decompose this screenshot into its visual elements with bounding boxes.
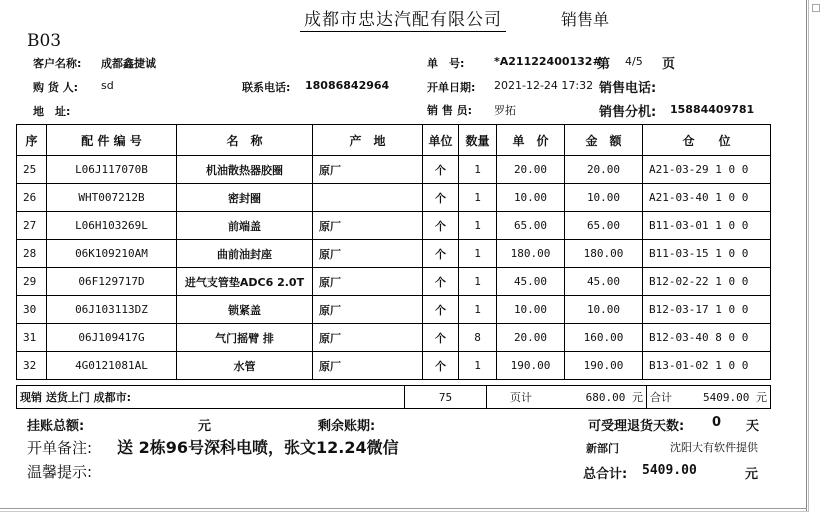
page-total-value: 680.00 元 (585, 391, 643, 404)
cell-unit: 个 (423, 212, 459, 240)
date-label: 开单日期: (427, 81, 476, 94)
cell-origin: 原厂 (313, 352, 423, 380)
cell-seq: 32 (17, 352, 47, 380)
return-days-value: 0 (712, 415, 722, 430)
return-days-unit: 天 (746, 419, 760, 434)
cell-location: B11-03-01 1 0 0 (643, 212, 771, 240)
table-row (17, 324, 771, 352)
cell-name: 曲前油封座 (177, 240, 313, 268)
order-no-value: *A21122400132# (494, 55, 602, 68)
credit-unit: 元 (198, 419, 212, 434)
total-qty: 75 (405, 386, 487, 409)
cell-part-code: 4G0121081AL (47, 352, 177, 380)
sum-label: 合计 (650, 391, 672, 404)
company-title: 成都市忠达汽配有限公司 (300, 5, 506, 32)
header-part-code: 配 件 编 号 (47, 125, 177, 156)
cell-qty: 1 (459, 268, 497, 296)
cell-part-code: L06J117070B (47, 156, 177, 184)
table-row (17, 240, 771, 268)
cell-qty: 1 (459, 240, 497, 268)
cell-seq: 25 (17, 156, 47, 184)
cell-seq: 30 (17, 296, 47, 324)
frame-edge (0, 511, 809, 512)
grand-total-label: 总合计: (583, 467, 628, 482)
frame-edge (0, 508, 807, 509)
cell-origin: 原厂 (313, 296, 423, 324)
phone-value: 18086842964 (305, 79, 390, 92)
cell-name: 气门摇臂 排 (177, 324, 313, 352)
cell-seq: 27 (17, 212, 47, 240)
cell-unit: 个 (423, 352, 459, 380)
cell-unit: 个 (423, 156, 459, 184)
table-row (17, 296, 771, 324)
cell-name: 前端盖 (177, 212, 313, 240)
cell-qty: 8 (459, 324, 497, 352)
frame-edge (808, 0, 809, 512)
cell-unit: 个 (423, 268, 459, 296)
cell-location: B12-03-17 1 0 0 (643, 296, 771, 324)
page-prefix: 第 (597, 57, 611, 72)
cell-price: 190.00 (497, 352, 565, 380)
buyer-value: sd (101, 79, 114, 92)
remark-label: 开单备注: (27, 439, 93, 457)
buyer-label: 购 货 人: (33, 81, 79, 94)
cell-unit: 个 (423, 240, 459, 268)
cell-amount: 10.00 (565, 296, 643, 324)
grand-total-value: 5409.00 (642, 463, 697, 478)
cell-location: B11-03-15 1 0 0 (643, 240, 771, 268)
cell-amount: 10.00 (565, 184, 643, 212)
header-name: 名 称 (177, 125, 313, 156)
header-price: 单 价 (497, 125, 565, 156)
cell-name: 锁紧盖 (177, 296, 313, 324)
cell-price: 20.00 (497, 324, 565, 352)
cell-origin: 原厂 (313, 324, 423, 352)
cell-amount: 20.00 (565, 156, 643, 184)
items-table (16, 124, 771, 380)
cell-seq: 26 (17, 184, 47, 212)
cell-qty: 1 (459, 156, 497, 184)
cell-location: B13-01-02 1 0 0 (643, 352, 771, 380)
page-number: 4/5 (625, 55, 643, 68)
cell-part-code: 06F129717D (47, 268, 177, 296)
cell-price: 180.00 (497, 240, 565, 268)
cell-name: 密封圈 (177, 184, 313, 212)
cell-origin: 原厂 (313, 156, 423, 184)
cell-amount: 45.00 (565, 268, 643, 296)
cell-seq: 28 (17, 240, 47, 268)
cell-price: 10.00 (497, 296, 565, 324)
cell-qty: 1 (459, 296, 497, 324)
cell-part-code: WHT007212B (47, 184, 177, 212)
order-no-label: 单 号: (427, 57, 465, 70)
table-row (17, 268, 771, 296)
salesman-label: 销 售 员: (427, 104, 473, 117)
cell-unit: 个 (423, 324, 459, 352)
cell-unit: 个 (423, 184, 459, 212)
resize-handle[interactable] (812, 4, 820, 12)
cell-amount: 180.00 (565, 240, 643, 268)
cell-part-code: 06J109417G (47, 324, 177, 352)
new-dept-label: 新部门 (586, 442, 619, 455)
cell-name: 进气支管垫ADC6 2.0T (177, 268, 313, 296)
cell-price: 45.00 (497, 268, 565, 296)
software-provider: 沈阳大有软件提供 (670, 441, 758, 454)
cell-qty: 1 (459, 352, 497, 380)
cell-name: 水管 (177, 352, 313, 380)
cell-location: A21-03-40 1 0 0 (643, 184, 771, 212)
cell-unit: 个 (423, 296, 459, 324)
remaining-term-label: 剩余账期: (318, 419, 376, 434)
cell-amount: 65.00 (565, 212, 643, 240)
sum-value: 5409.00 元 (703, 391, 767, 404)
cell-price: 65.00 (497, 212, 565, 240)
document-code: B03 (27, 31, 62, 51)
cell-price: 10.00 (497, 184, 565, 212)
grand-total-unit: 元 (745, 467, 759, 482)
ext-label: 销售分机: (599, 105, 657, 120)
header-origin: 产 地 (313, 125, 423, 156)
document-type: 销售单 (561, 10, 610, 29)
table-row (17, 212, 771, 240)
delivery-note: 现销 送货上门 成都市: (17, 386, 405, 409)
page-total-cell (487, 386, 647, 409)
cell-location: A21-03-29 1 0 0 (643, 156, 771, 184)
salesman-value: 罗拓 (494, 104, 516, 117)
cell-origin: 原厂 (313, 240, 423, 268)
remark-value: 送 2栋96号深科电喷，张文12.24微信 (117, 438, 399, 457)
cell-name: 机油散热器胶圈 (177, 156, 313, 184)
credit-label: 挂账总额: (27, 419, 85, 434)
page-suffix: 页 (662, 57, 676, 72)
totals-row (16, 385, 771, 409)
date-value: 2021-12-24 17:32 (494, 79, 594, 92)
cell-amount: 190.00 (565, 352, 643, 380)
header-qty: 数量 (459, 125, 497, 156)
table-row (17, 184, 771, 212)
header-location: 仓 位 (643, 125, 771, 156)
cell-seq: 29 (17, 268, 47, 296)
cell-part-code: L06H103269L (47, 212, 177, 240)
cell-seq: 31 (17, 324, 47, 352)
sum-cell (647, 386, 771, 409)
return-days-label: 可受理退货天数: (588, 419, 685, 434)
cell-origin: 原厂 (313, 268, 423, 296)
cell-qty: 1 (459, 212, 497, 240)
cell-amount: 160.00 (565, 324, 643, 352)
ext-value: 15884409781 (670, 103, 755, 116)
customer-label: 客户名称: (33, 57, 82, 70)
address-label: 地 址: (33, 105, 71, 118)
cell-origin (313, 184, 423, 212)
cell-location: B12-02-22 1 0 0 (643, 268, 771, 296)
cell-location: B12-03-40 8 0 0 (643, 324, 771, 352)
phone-label: 联系电话: (242, 81, 291, 94)
cell-part-code: 06K109210AM (47, 240, 177, 268)
tips-label: 温馨提示: (27, 463, 93, 481)
sales-phone-label: 销售电话: (599, 81, 657, 96)
cell-price: 20.00 (497, 156, 565, 184)
cell-origin: 原厂 (313, 212, 423, 240)
header-amount: 金 额 (565, 125, 643, 156)
header-seq: 序 (17, 125, 47, 156)
table-row (17, 352, 771, 380)
header-unit: 单位 (423, 125, 459, 156)
table-header-row (17, 125, 771, 156)
cell-qty: 1 (459, 184, 497, 212)
customer-value: 成都鑫捷诚 (101, 57, 156, 70)
cell-part-code: 06J103113DZ (47, 296, 177, 324)
frame-edge (806, 0, 807, 512)
page-total-label: 页计 (510, 391, 532, 404)
table-row (17, 156, 771, 184)
